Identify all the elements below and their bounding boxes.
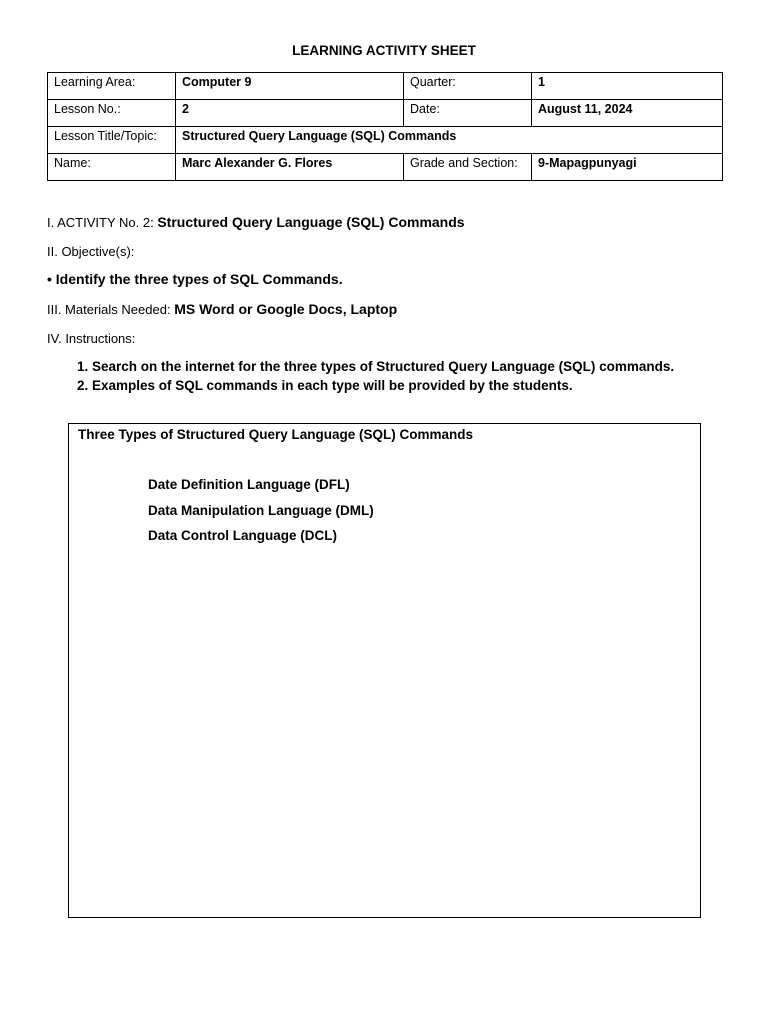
quarter-value: 1 xyxy=(532,73,723,100)
quarter-label: Quarter: xyxy=(404,73,532,100)
list-item: Date Definition Language (DFL) xyxy=(148,477,350,492)
materials-line xyxy=(47,301,397,317)
grade-label: Grade and Section: xyxy=(404,154,532,181)
list-item: 1. Search on the internet for the three types of Structured Query Language (SQL) commands. xyxy=(92,357,674,376)
materials-value: MS Word or Google Docs, Laptop xyxy=(174,301,398,317)
instructions-label: IV. Instructions: xyxy=(47,331,136,346)
activity-label: I. ACTIVITY No. 2: xyxy=(47,215,154,230)
grade-value: 9-Mapagpunyagi xyxy=(532,154,723,181)
table-row xyxy=(48,127,723,154)
table-row xyxy=(48,100,723,127)
activity-value: Structured Query Language (SQL) Commands xyxy=(157,214,465,230)
info-table xyxy=(47,72,723,181)
table-row xyxy=(48,154,723,181)
lesson-no-value: 2 xyxy=(176,100,404,127)
list-item: 2. Examples of SQL commands in each type will be provided by the students. xyxy=(92,376,674,395)
lesson-no-label: Lesson No.: xyxy=(48,100,176,127)
list-item: Data Control Language (DCL) xyxy=(148,528,337,543)
instructions-list xyxy=(52,357,674,395)
sql-types-list xyxy=(148,477,374,554)
date-value: August 11, 2024 xyxy=(532,100,723,127)
table-row xyxy=(48,73,723,100)
date-label: Date: xyxy=(404,100,532,127)
topic-label: Lesson Title/Topic: xyxy=(48,127,176,154)
objectives-label: II. Objective(s): xyxy=(47,244,135,259)
answer-box xyxy=(68,423,701,918)
topic-value: Structured Query Language (SQL) Commands xyxy=(176,127,723,154)
objective-item: • Identify the three types of SQL Commands. xyxy=(47,271,343,287)
activity-line xyxy=(47,214,465,230)
name-label: Name: xyxy=(48,154,176,181)
answer-box-title: Three Types of Structured Query Language (SQL) Commands xyxy=(78,427,474,442)
learning-area-label: Learning Area: xyxy=(48,73,176,100)
sheet-title: LEARNING ACTIVITY SHEET xyxy=(292,43,476,58)
learning-area-value: Computer 9 xyxy=(176,73,404,100)
list-item: Data Manipulation Language (DML) xyxy=(148,502,374,518)
name-value: Marc Alexander G. Flores xyxy=(176,154,404,181)
materials-label: III. Materials Needed: xyxy=(47,302,171,317)
